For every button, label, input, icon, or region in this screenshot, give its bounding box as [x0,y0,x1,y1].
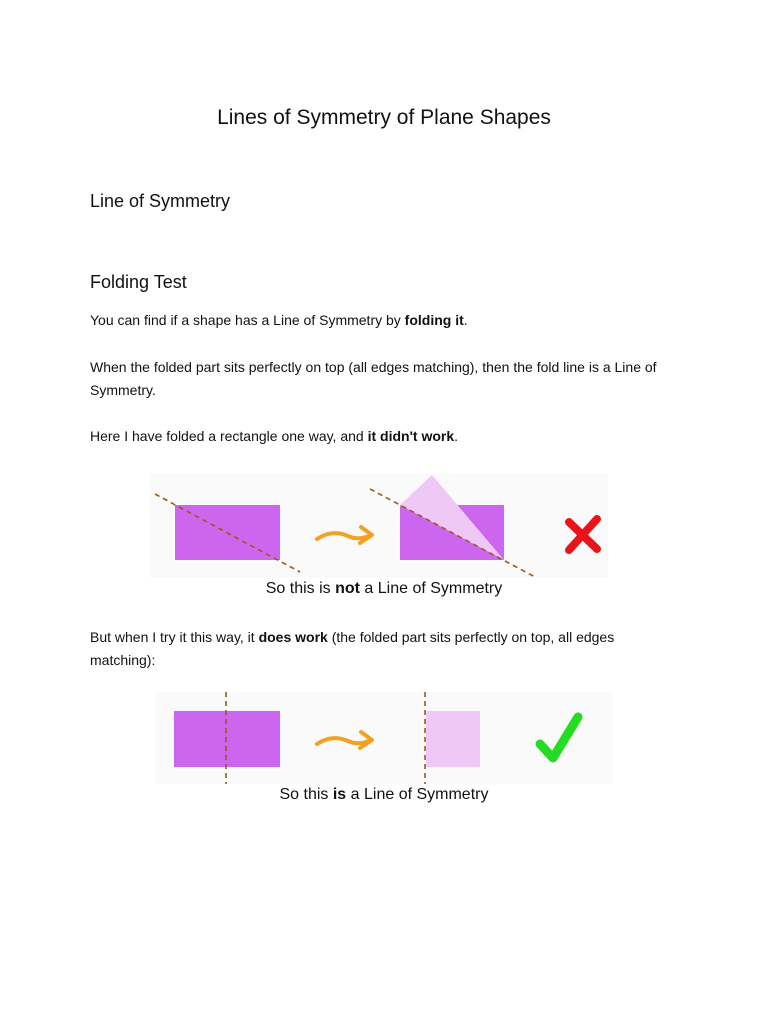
caption-not-symmetry [0,578,768,600]
paragraph-text: But when I try it this way, it [90,629,259,645]
red-cross-icon [569,519,597,550]
curved-arrow-right-icon [317,732,372,748]
subsection-heading: Folding Test [90,272,187,292]
paragraph-text: (the folded part sits perfectly on top, all edges matching): [90,629,615,668]
curved-arrow-right-icon [317,527,372,543]
paragraph-folded-part: When the folded part sits perfectly on top (all edges matching), then the fold line is a Line of Symmetry. [90,359,657,398]
paragraph-bold-text: folding it [404,312,464,328]
caption-text: a Line of Symmetry [346,786,489,803]
paragraph-folding-intro [90,309,690,332]
diagram-diagonal-fold [150,473,608,577]
paragraph-successful-fold [90,626,680,672]
paragraph-text: . [454,428,459,444]
paragraph-bold-text: does work [258,629,328,645]
section-heading: Line of Symmetry [90,191,231,211]
caption-bold-text: is [332,786,347,803]
caption-is-symmetry [0,784,768,806]
caption-text: a Line of Symmetry [359,580,503,597]
caption-text: So this is [265,580,336,597]
caption-text: So this [279,786,333,803]
original-rectangle [174,711,280,767]
caption-bold-text: not [335,580,360,597]
paragraph-bold-text: it didn't work [367,428,455,444]
diagram-vertical-fold [155,692,613,784]
paragraph-text: Here I have folded a rectangle one way, and [90,428,368,444]
folded-half-rectangle [426,711,480,767]
paragraph-text: You can find if a shape has a Line of Symmetry by [90,312,405,328]
diagonal-fold-illustration [150,473,608,577]
paragraph-failed-fold [90,425,690,448]
page-title: Lines of Symmetry of Plane Shapes [217,106,551,129]
green-check-icon [540,717,578,758]
vertical-fold-illustration [155,692,613,784]
paragraph-text: . [463,312,468,328]
